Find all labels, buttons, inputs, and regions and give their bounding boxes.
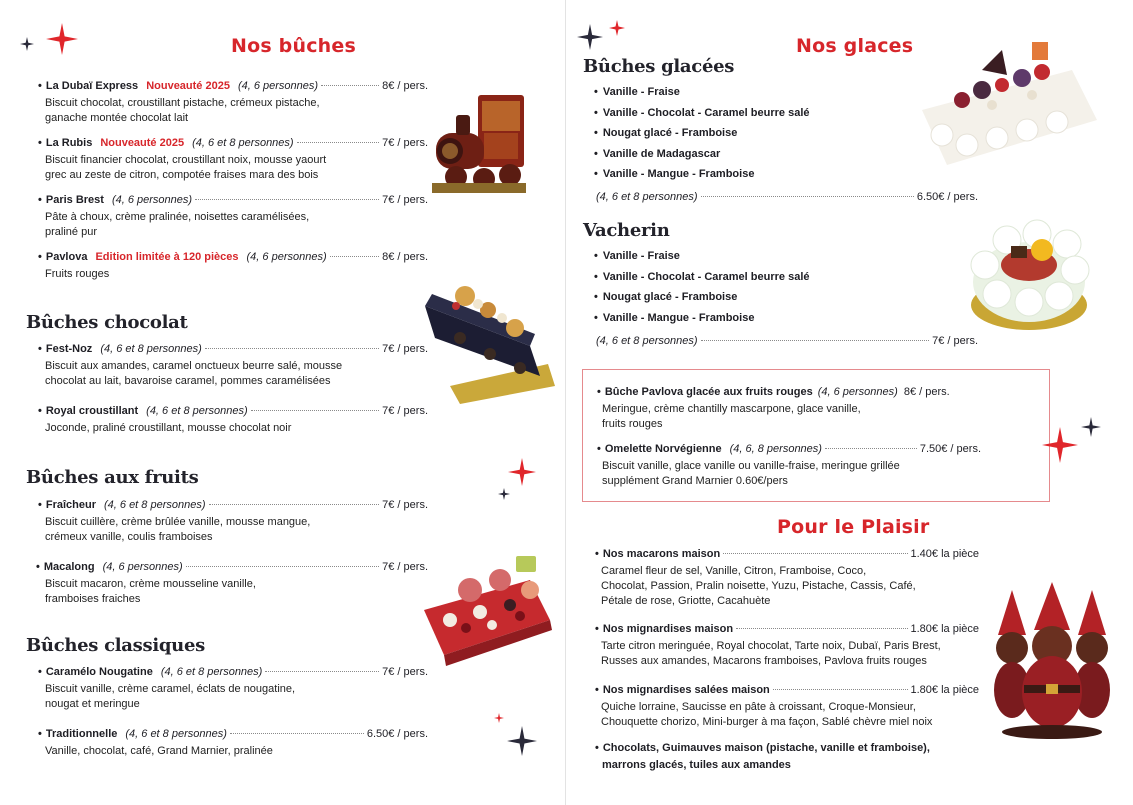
item-persons: (4, 6 personnes): [237, 80, 319, 92]
item-desc: supplément Grand Marnier 0.60€/pers: [602, 475, 788, 487]
sparkle-star-icon: [46, 23, 78, 55]
small-star-icon: [609, 20, 625, 36]
item-desc: chocolat au lait, bavaroise caramel, pommes caramélisées: [45, 375, 331, 387]
list-item: • Traditionnelle (4, 6 et 8 personnes) 6.50€ / pers. Vanille, chocolat, café, Grand Marnier, pralinée: [38, 728, 428, 757]
chocolate-santas-photo: [992, 580, 1112, 740]
item-name: Omelette Norvégienne: [604, 443, 722, 455]
list-item: • Nos mignardises maison 1.80€ la pièce Tarte citron meringuée, Royal chocolat, Tarte noix, Dubaï, Paris Brest, Russes aux amandes, Macarons framboises, Pavlova fruits rouges: [595, 623, 979, 667]
list-item: • Fest-Noz (4, 6 et 8 personnes) 7€ / pers. Biscuit aux amandes, caramel onctueux beurre salé, mousse chocolat au lait, bavaroise caramel, pommes caramélisées: [38, 343, 428, 387]
buches-title: Nos bûches: [231, 35, 356, 57]
item-desc: Vanille, chocolat, café, Grand Marnier, pralinée: [45, 745, 273, 757]
item-persons: (4, 6 personnes): [246, 251, 327, 263]
item-price: 1.80€ la pièce: [910, 684, 979, 696]
item-persons: (4, 6 et 8 personnes): [596, 191, 698, 203]
list-item: • Vanille de Madagascar: [594, 144, 810, 165]
plaisir-closing: • Chocolats, Guimauves maison (pistache, vanille et framboise), marrons glacés, tuiles aux amandes: [595, 740, 995, 774]
glacees-flavor-list: [594, 82, 810, 185]
new-badge: Nouveauté 2025: [100, 137, 185, 149]
new-badge: Nouveauté 2025: [146, 80, 230, 92]
list-item: • Caramélo Nougatine (4, 6 et 8 personnes) 7€ / pers. Biscuit vanille, crème caramel, éclats de nougatine, nougat et meringue: [38, 666, 428, 710]
vacherin-heading: Vacherin: [583, 220, 670, 241]
item-name: Nos macarons maison: [602, 548, 721, 560]
small-star-icon: [494, 713, 504, 723]
sparkle-star-icon: [577, 24, 603, 50]
left-page: [0, 0, 566, 805]
item-persons: (4, 6 personnes): [111, 194, 193, 206]
item-desc: Biscuit chocolat, croustillant pistache, crémeux pistache,: [45, 97, 320, 109]
item-name: Fest-Noz: [45, 343, 93, 355]
limited-badge: Edition limitée à 120 pièces: [95, 251, 239, 263]
list-item: • Vanille - Mangue - Framboise: [594, 164, 810, 185]
classiques-heading: Bûches classiques: [26, 635, 205, 656]
item-desc: Biscuit cuillère, crème brûlée vanille, mousse mangue,: [45, 516, 311, 528]
item-price: 7€ / pers.: [382, 499, 428, 511]
list-item: • Nougat glacé - Framboise: [594, 123, 810, 144]
item-price: 7€ / pers.: [382, 561, 428, 573]
item-name: La Dubaï Express: [45, 80, 139, 92]
ice-log-photo: [922, 40, 1097, 175]
glacees-heading: Bûches glacées: [583, 56, 735, 77]
vacherin-price-line: [596, 335, 978, 347]
small-star-icon: [498, 488, 510, 500]
item-desc: Meringue, crème chantilly mascarpone, glace vanille,: [602, 403, 861, 415]
item-desc: Biscuit financier chocolat, croustillant noix, mousse yaourt: [45, 154, 327, 166]
item-desc: Tarte citron meringuée, Royal chocolat, Tarte noix, Dubaï, Paris Brest,: [601, 640, 941, 652]
sparkle-star-icon: [1081, 417, 1101, 437]
item-persons: (4, 6 et 8 personnes): [146, 405, 248, 417]
item-desc: Pétale de rose, Griotte, Cacahuète: [601, 595, 771, 607]
item-price: 6.50€ / pers.: [366, 728, 428, 740]
item-desc: ganache montée chocolat lait: [45, 112, 189, 124]
item-name: Nos mignardises salées maison: [602, 684, 770, 696]
glacees-price-line: [596, 191, 978, 203]
closing-line: Chocolats, Guimauves maison (pistache, vanille et framboise),: [602, 742, 930, 754]
list-item: • Nos mignardises salées maison 1.80€ la pièce Quiche lorraine, Saucisse en pâte à croissant, Croque-Monsieur, Chouquette chorizo, Mini-burger à ma façon, Sablé chèvre miel noix: [595, 684, 979, 728]
list-item: • Nougat glacé - Framboise: [594, 287, 810, 308]
list-item: • La Dubaï Express Nouveauté 2025 (4, 6 personnes) 8€ / pers. Biscuit chocolat, croustillant pistache, crémeux pistache, ganache montée chocolat lait: [38, 80, 428, 124]
item-desc: Biscuit aux amandes, caramel onctueux beurre salé, mousse: [45, 360, 343, 372]
item-persons: (4, 6 personnes): [817, 386, 898, 398]
item-price: 7€ / pers.: [382, 343, 428, 355]
item-name: Bûche Pavlova glacée aux fruits rouges: [604, 386, 813, 398]
right-page: [567, 0, 1133, 805]
item-desc: Joconde, praliné croustillant, mousse chocolat noir: [45, 422, 292, 434]
macaron-log-photo: [420, 550, 555, 670]
list-item: • Macalong (4, 6 personnes) 7€ / pers. Biscuit macaron, crème mousseline vanille, framboises fraiches: [36, 561, 428, 605]
list-item: • Vanille - Fraise: [594, 246, 810, 267]
closing-line: marrons glacés, tuiles aux amandes: [602, 759, 791, 771]
item-desc: Fruits rouges: [45, 268, 110, 280]
item-persons: (4, 6 et 8 personnes): [125, 728, 227, 740]
list-item: • Vanille - Chocolat - Caramel beurre salé: [594, 267, 810, 288]
item-desc: crémeux vanille, coulis framboises: [45, 531, 213, 543]
item-name: Fraîcheur: [45, 499, 96, 511]
item-persons: (4, 6 et 8 personnes): [160, 666, 263, 678]
item-desc: Russes aux amandes, Macarons framboises, Pavlova fruits rouges: [601, 655, 927, 667]
item-desc: Biscuit macaron, crème mousseline vanille,: [45, 578, 256, 590]
list-item: • Nos macarons maison 1.40€ la pièce Caramel fleur de sel, Vanille, Citron, Framboise, Coco, Chocolat, Passion, Pralin noisette, Yuzu, Pistache, Cassis, Café, Pétale de rose, Griotte, Cacahuète: [595, 548, 979, 607]
item-desc: framboises fraiches: [45, 593, 141, 605]
item-persons: (4, 6 et 8 personnes): [596, 335, 698, 347]
item-desc: Biscuit vanille, glace vanille ou vanille-fraise, meringue grillée: [602, 460, 900, 472]
list-item: • Paris Brest (4, 6 personnes) 7€ / pers. Pâte à choux, crème pralinée, noisettes caramélisées, praliné pur: [38, 194, 428, 238]
item-persons: (4, 6 et 8 personnes): [100, 343, 202, 355]
item-persons: (4, 6 et 8 personnes): [192, 137, 294, 149]
list-item: • La Rubis Nouveauté 2025 (4, 6 et 8 personnes) 7€ / pers. Biscuit financier chocolat, croustillant noix, mousse yaourt grec au zeste de citron, compotée fraises mara des bois: [38, 137, 428, 181]
list-item: • Vanille - Fraise: [594, 82, 810, 103]
item-name: La Rubis: [45, 137, 93, 149]
list-item: • Fraîcheur (4, 6 et 8 personnes) 7€ / pers. Biscuit cuillère, crème brûlée vanille, mousse mangue, crémeux vanille, coulis framboises: [38, 499, 428, 543]
item-price: 8€ / pers.: [382, 251, 428, 263]
item-desc: Pâte à choux, crème pralinée, noisettes caramélisées,: [45, 211, 310, 223]
item-desc: fruits rouges: [602, 418, 663, 430]
item-price: 7€ / pers.: [382, 666, 428, 678]
list-item: • Vanille - Mangue - Framboise: [594, 308, 810, 329]
item-price: 7€ / pers.: [382, 405, 428, 417]
item-desc: Caramel fleur de sel, Vanille, Citron, Framboise, Coco,: [601, 565, 867, 577]
item-price: 7€ / pers.: [382, 194, 428, 206]
small-star-icon: [20, 37, 34, 51]
sparkle-star-icon: [508, 458, 536, 486]
item-price: 7€ / pers.: [382, 137, 428, 149]
item-persons: (4, 6 personnes): [102, 561, 183, 573]
item-name: Macalong: [43, 561, 95, 573]
item-name: Nos mignardises maison: [602, 623, 734, 635]
list-item: • Pavlova Edition limitée à 120 pièces (4, 6 personnes) 8€ / pers. Fruits rouges: [38, 251, 428, 280]
item-desc: Biscuit vanille, crème caramel, éclats de nougatine,: [45, 683, 296, 695]
item-desc: Quiche lorraine, Saucisse en pâte à croissant, Croque-Monsieur,: [601, 701, 916, 713]
item-price: 8€ / pers.: [903, 386, 950, 398]
item-price: 6.50€ / pers.: [916, 191, 978, 203]
glaces-title: Nos glaces: [796, 35, 914, 57]
list-item: • Bûche Pavlova glacée aux fruits rouges (4, 6 personnes) 8€ / pers. Meringue, crème chantilly mascarpone, glace vanille, fruits rouges: [597, 385, 981, 432]
chocolate-log-photo: [420, 276, 555, 406]
item-name: Pavlova: [45, 251, 88, 263]
item-name: Caramélo Nougatine: [45, 666, 153, 678]
list-item: • Vanille - Chocolat - Caramel beurre salé: [594, 103, 810, 124]
fruits-heading: Bûches aux fruits: [26, 467, 199, 488]
item-desc: nougat et meringue: [45, 698, 140, 710]
sparkle-star-icon: [1042, 427, 1078, 463]
item-name: Traditionnelle: [45, 728, 118, 740]
item-price: 7.50€ / pers.: [919, 443, 981, 455]
item-name: Paris Brest: [45, 194, 104, 206]
item-desc: grec au zeste de citron, compotée fraises mara des bois: [45, 169, 319, 181]
chocolat-heading: Bûches chocolat: [26, 312, 188, 333]
item-desc: Chocolat, Passion, Pralin noisette, Yuzu, Pistache, Cassis, Café,: [601, 580, 916, 592]
item-persons: (4, 6, 8 personnes): [729, 443, 822, 455]
page-divider: [565, 0, 566, 805]
item-price: 1.80€ la pièce: [910, 623, 979, 635]
item-price: 1.40€ la pièce: [910, 548, 979, 560]
train-cake-photo: [428, 85, 528, 200]
plaisir-title: Pour le Plaisir: [777, 516, 930, 538]
item-price: 7€ / pers.: [932, 335, 978, 347]
item-price: 8€ / pers.: [382, 80, 428, 92]
item-persons: (4, 6 et 8 personnes): [104, 499, 206, 511]
item-desc: Chouquette chorizo, Mini-burger à ma façon, Sablé chèvre miel noix: [601, 716, 933, 728]
item-name: Royal croustillant: [45, 405, 139, 417]
list-item: • Omelette Norvégienne (4, 6, 8 personnes) 7.50€ / pers. Biscuit vanille, glace vanille ou vanille-fraise, meringue grillée supplément Grand Marnier 0.60€/pers: [597, 443, 981, 487]
list-item: • Royal croustillant (4, 6 et 8 personnes) 7€ / pers. Joconde, praliné croustillant, mousse chocolat noir: [38, 405, 428, 434]
sparkle-star-icon: [507, 726, 537, 756]
vacherin-flavor-list: [594, 246, 810, 328]
item-desc: praliné pur: [45, 226, 97, 238]
vacherin-photo: [967, 210, 1092, 335]
